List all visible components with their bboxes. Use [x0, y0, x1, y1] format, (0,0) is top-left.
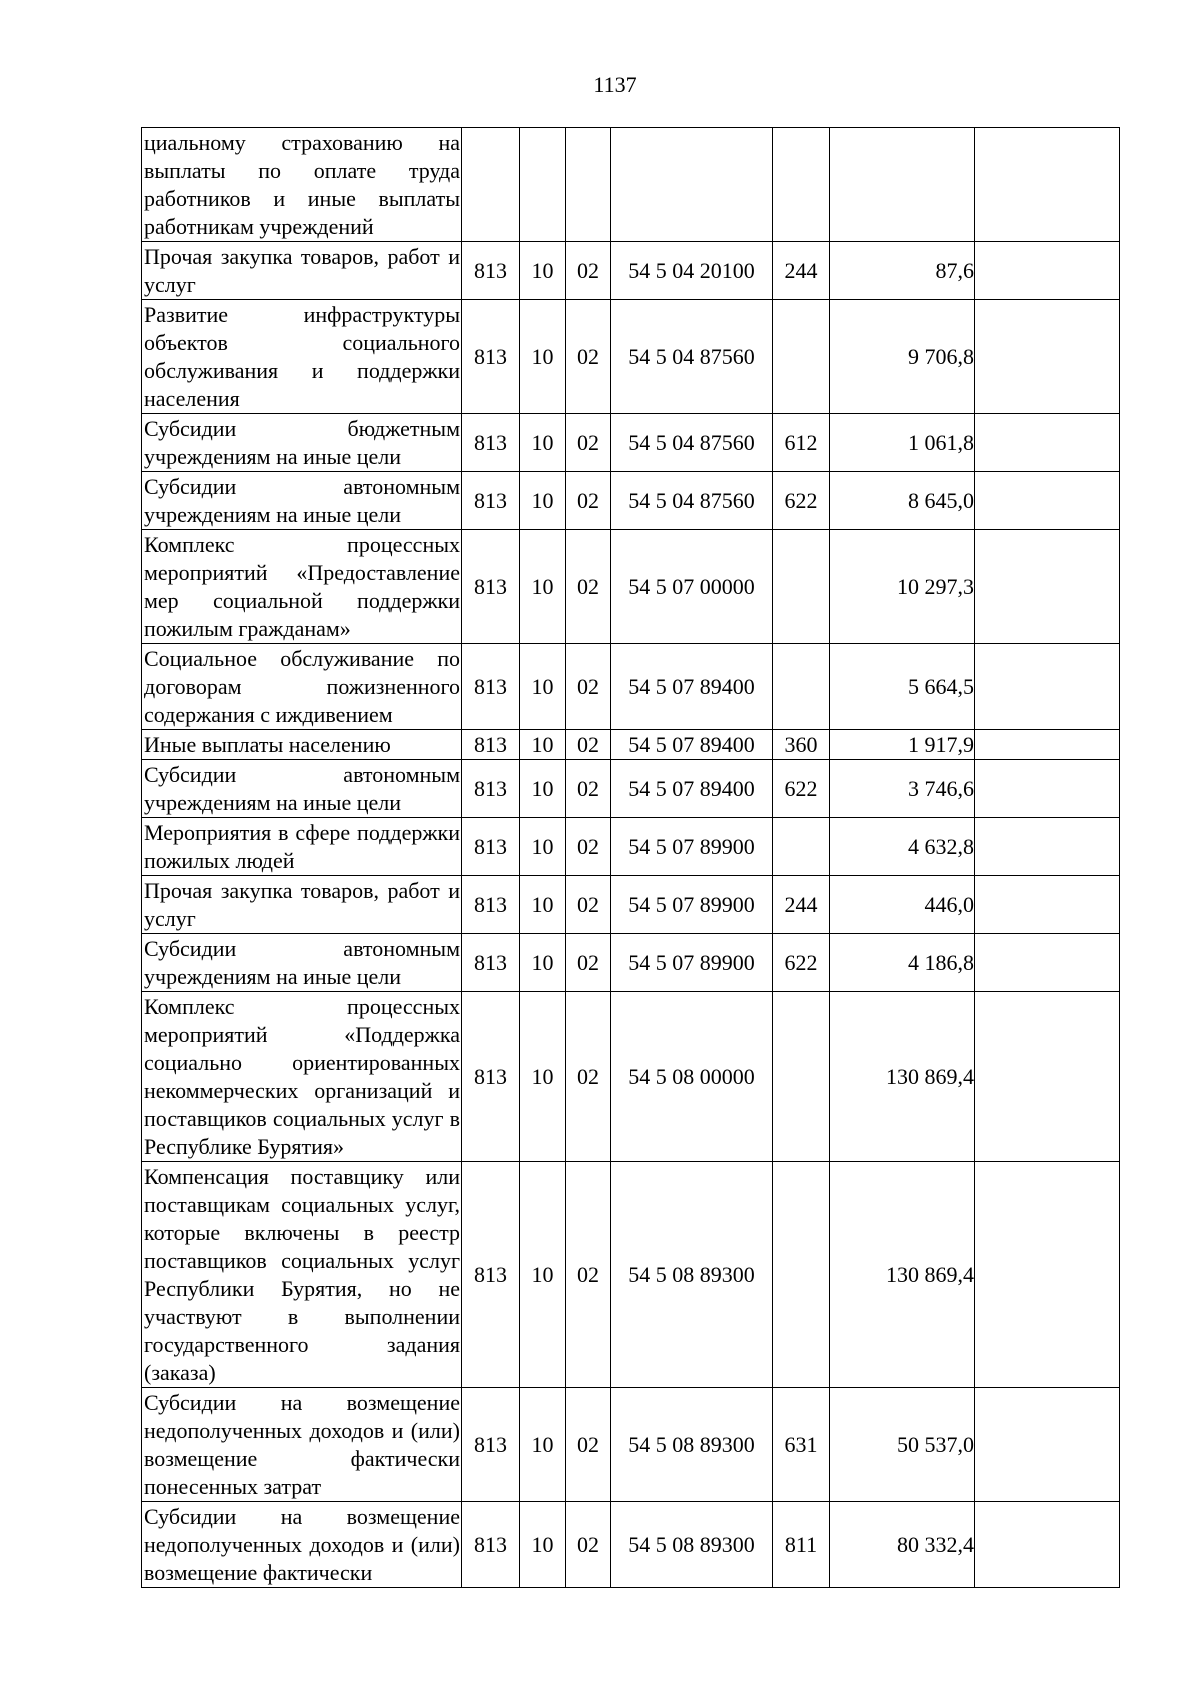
target-article-code: 54 5 08 89300 [611, 1502, 773, 1588]
page-number: 1137 [593, 72, 637, 97]
table-row [142, 934, 1120, 992]
extra-column [975, 242, 1120, 300]
section-code: 10 [520, 1388, 566, 1502]
table-row [142, 1502, 1120, 1588]
expense-type-code [773, 128, 830, 242]
extra-column [975, 1162, 1120, 1388]
target-article-code: 54 5 07 00000 [611, 530, 773, 644]
section-code: 10 [520, 472, 566, 530]
extra-column [975, 472, 1120, 530]
subsection-code: 02 [566, 414, 611, 472]
subsection-code: 02 [566, 818, 611, 876]
subsection-code: 02 [566, 242, 611, 300]
section-code: 10 [520, 300, 566, 414]
subsection-code: 02 [566, 1502, 611, 1588]
target-article-code: 54 5 07 89400 [611, 730, 773, 760]
amount: 50 537,0 [830, 1388, 975, 1502]
section-code: 10 [520, 1162, 566, 1388]
item-name: Субсидии автономным учреждениям на иные цели [142, 472, 462, 530]
extra-column [975, 1388, 1120, 1502]
extra-column [975, 760, 1120, 818]
section-code: 10 [520, 414, 566, 472]
ministry-code: 813 [462, 242, 520, 300]
item-name: Развитие инфраструктуры объектов социального обслуживания и поддержки населения [142, 300, 462, 414]
expense-type-code: 811 [773, 1502, 830, 1588]
section-code: 10 [520, 1502, 566, 1588]
table-row [142, 760, 1120, 818]
section-code: 10 [520, 760, 566, 818]
section-code: 10 [520, 992, 566, 1162]
section-code: 10 [520, 644, 566, 730]
item-name: Субсидии автономным учреждениям на иные цели [142, 760, 462, 818]
extra-column [975, 992, 1120, 1162]
amount: 87,6 [830, 242, 975, 300]
table-row [142, 1388, 1120, 1502]
table-row [142, 472, 1120, 530]
item-name: циальному страхованию на выплаты по оплате труда работников и иные выплаты работникам учреждений [142, 128, 462, 242]
extra-column [975, 414, 1120, 472]
amount: 1 061,8 [830, 414, 975, 472]
budget-table [141, 127, 1120, 1588]
amount: 4 632,8 [830, 818, 975, 876]
item-name: Комплекс процессных мероприятий «Поддержка социально ориентированных некоммерческих организаций и поставщиков социальных услуг в Республике Бурятия» [142, 992, 462, 1162]
table-row [142, 1162, 1120, 1388]
extra-column [975, 876, 1120, 934]
target-article-code [611, 128, 773, 242]
section-code: 10 [520, 730, 566, 760]
target-article-code: 54 5 07 89900 [611, 876, 773, 934]
subsection-code: 02 [566, 760, 611, 818]
target-article-code: 54 5 08 89300 [611, 1162, 773, 1388]
ministry-code: 813 [462, 992, 520, 1162]
expense-type-code: 360 [773, 730, 830, 760]
amount: 5 664,5 [830, 644, 975, 730]
subsection-code [566, 128, 611, 242]
item-name: Субсидии бюджетным учреждениям на иные цели [142, 414, 462, 472]
amount: 4 186,8 [830, 934, 975, 992]
expense-type-code [773, 992, 830, 1162]
table-row [142, 300, 1120, 414]
extra-column [975, 300, 1120, 414]
section-code [520, 128, 566, 242]
table-row [142, 530, 1120, 644]
extra-column [975, 730, 1120, 760]
expense-type-code [773, 1162, 830, 1388]
ministry-code: 813 [462, 472, 520, 530]
target-article-code: 54 5 07 89900 [611, 818, 773, 876]
table-row [142, 128, 1120, 242]
expense-type-code: 622 [773, 934, 830, 992]
subsection-code: 02 [566, 876, 611, 934]
ministry-code: 813 [462, 818, 520, 876]
target-article-code: 54 5 07 89400 [611, 644, 773, 730]
table-row [142, 992, 1120, 1162]
ministry-code: 813 [462, 300, 520, 414]
ministry-code: 813 [462, 414, 520, 472]
table-row [142, 644, 1120, 730]
ministry-code [462, 128, 520, 242]
ministry-code: 813 [462, 876, 520, 934]
expense-type-code: 622 [773, 760, 830, 818]
extra-column [975, 818, 1120, 876]
expense-type-code [773, 644, 830, 730]
expense-type-code: 631 [773, 1388, 830, 1502]
subsection-code: 02 [566, 1162, 611, 1388]
extra-column [975, 644, 1120, 730]
item-name: Субсидии на возмещение недополученных доходов и (или) возмещение фактически [142, 1502, 462, 1588]
subsection-code: 02 [566, 472, 611, 530]
expense-type-code: 622 [773, 472, 830, 530]
extra-column [975, 1502, 1120, 1588]
table-row [142, 818, 1120, 876]
item-name: Мероприятия в сфере поддержки пожилых людей [142, 818, 462, 876]
ministry-code: 813 [462, 730, 520, 760]
amount: 9 706,8 [830, 300, 975, 414]
expense-type-code: 244 [773, 876, 830, 934]
section-code: 10 [520, 818, 566, 876]
target-article-code: 54 5 04 20100 [611, 242, 773, 300]
target-article-code: 54 5 07 89400 [611, 760, 773, 818]
subsection-code: 02 [566, 1388, 611, 1502]
target-article-code: 54 5 04 87560 [611, 300, 773, 414]
section-code: 10 [520, 242, 566, 300]
table-row [142, 414, 1120, 472]
amount: 446,0 [830, 876, 975, 934]
target-article-code: 54 5 04 87560 [611, 472, 773, 530]
item-name: Компенсация поставщику или поставщикам социальных услуг, которые включены в реестр поставщиков социальных услуг Республики Бурятия, но не участвуют в выполнении государственного задания (заказа) [142, 1162, 462, 1388]
section-code: 10 [520, 530, 566, 644]
subsection-code: 02 [566, 530, 611, 644]
expense-type-code: 244 [773, 242, 830, 300]
amount: 80 332,4 [830, 1502, 975, 1588]
amount: 10 297,3 [830, 530, 975, 644]
extra-column [975, 530, 1120, 644]
amount: 130 869,4 [830, 992, 975, 1162]
expense-type-code [773, 530, 830, 644]
ministry-code: 813 [462, 530, 520, 644]
ministry-code: 813 [462, 1162, 520, 1388]
item-name: Прочая закупка товаров, работ и услуг [142, 876, 462, 934]
ministry-code: 813 [462, 934, 520, 992]
item-name: Субсидии автономным учреждениям на иные цели [142, 934, 462, 992]
ministry-code: 813 [462, 1502, 520, 1588]
item-name: Прочая закупка товаров, работ и услуг [142, 242, 462, 300]
item-name: Социальное обслуживание по договорам пожизненного содержания с иждивением [142, 644, 462, 730]
amount: 3 746,6 [830, 760, 975, 818]
target-article-code: 54 5 08 89300 [611, 1388, 773, 1502]
subsection-code: 02 [566, 992, 611, 1162]
item-name: Комплекс процессных мероприятий «Предоставление мер социальной поддержки пожилым гражданам» [142, 530, 462, 644]
amount: 130 869,4 [830, 1162, 975, 1388]
target-article-code: 54 5 07 89900 [611, 934, 773, 992]
extra-column [975, 128, 1120, 242]
target-article-code: 54 5 04 87560 [611, 414, 773, 472]
expense-type-code [773, 300, 830, 414]
table-row [142, 876, 1120, 934]
subsection-code: 02 [566, 644, 611, 730]
ministry-code: 813 [462, 1388, 520, 1502]
section-code: 10 [520, 934, 566, 992]
subsection-code: 02 [566, 934, 611, 992]
extra-column [975, 934, 1120, 992]
subsection-code: 02 [566, 730, 611, 760]
expense-type-code: 612 [773, 414, 830, 472]
item-name: Субсидии на возмещение недополученных доходов и (или) возмещение фактически понесенных затрат [142, 1388, 462, 1502]
table-row [142, 730, 1120, 760]
expense-type-code [773, 818, 830, 876]
ministry-code: 813 [462, 760, 520, 818]
amount: 1 917,9 [830, 730, 975, 760]
target-article-code: 54 5 08 00000 [611, 992, 773, 1162]
item-name: Иные выплаты населению [142, 730, 462, 760]
amount [830, 128, 975, 242]
subsection-code: 02 [566, 300, 611, 414]
table-row [142, 242, 1120, 300]
section-code: 10 [520, 876, 566, 934]
amount: 8 645,0 [830, 472, 975, 530]
ministry-code: 813 [462, 644, 520, 730]
